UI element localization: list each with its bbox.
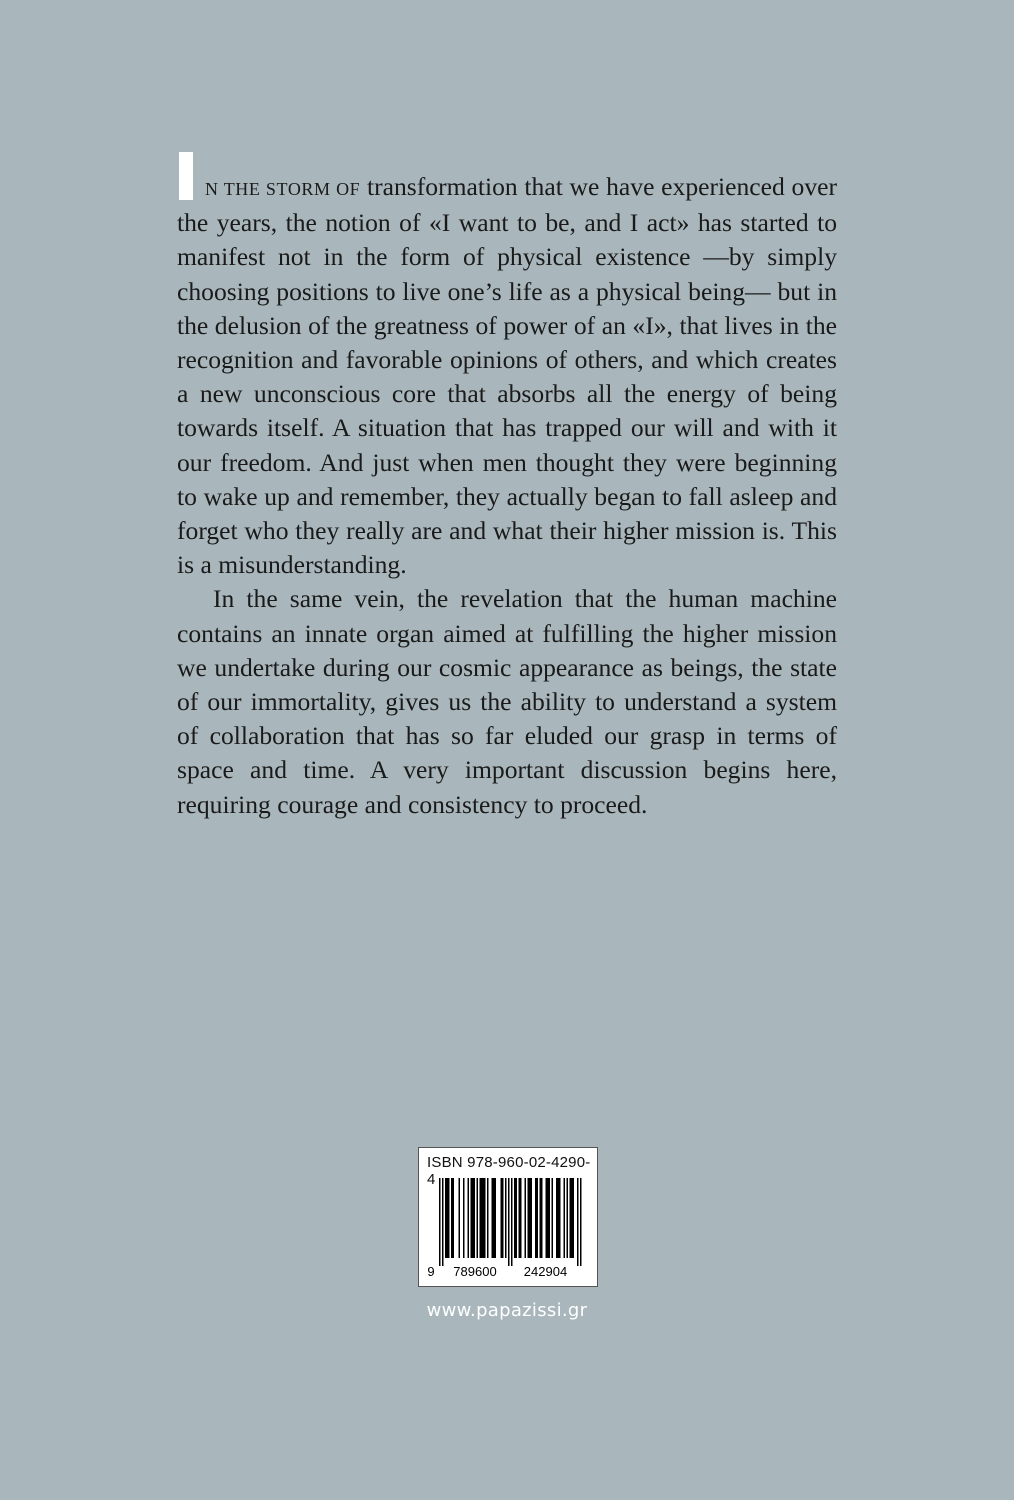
barcode-digits: 789600 — [453, 1264, 497, 1279]
barcode-bar — [447, 1178, 449, 1258]
barcode-bar — [493, 1178, 495, 1258]
paragraph-first-lead: N THE STORM OF — [205, 179, 361, 199]
barcode-bar — [537, 1178, 539, 1258]
barcode-bar — [559, 1178, 561, 1258]
barcode-bar — [571, 1178, 573, 1258]
barcode-bar — [453, 1178, 455, 1258]
barcode-bar — [514, 1178, 516, 1258]
barcode-bar — [459, 1178, 461, 1258]
barcode-bar — [552, 1178, 554, 1258]
barcode-bar — [445, 1178, 447, 1258]
barcode-bar — [448, 1178, 450, 1258]
barcode-bar — [472, 1178, 474, 1258]
barcode-bar — [547, 1178, 549, 1258]
barcode-bar — [505, 1178, 507, 1258]
barcode-bar — [483, 1178, 485, 1258]
paragraph-first-body: transformation that we have experienced over the years, the notion of «I want to be, and I act» has started to manifest not in the form of physical existence —by simply choosing positions to live one’s life as a physical being— but in the delusion of the greatness of power of an «I», that lives in the recognition and favorable opinions of others, and which creates a new unconscious core that absorbs all the energy of being towards itself. A situation that has trapped our will and with it our freedom. And just when men thought they were beginning to wake up and remember, they actually began to fall asleep and forget who they really are and what their higher mission is. This is a misunderstanding. — [177, 172, 837, 580]
drop-cap-bar — [179, 152, 193, 200]
barcode-bar — [546, 1178, 548, 1258]
barcode-bar — [525, 1178, 527, 1258]
barcode-bar — [463, 1178, 465, 1258]
barcode-bar — [520, 1178, 522, 1258]
barcode-bar — [501, 1178, 503, 1258]
barcode-bar — [480, 1178, 482, 1258]
barcode-bar — [471, 1178, 473, 1258]
barcode-digits: 9 — [427, 1264, 435, 1279]
barcode-bar — [516, 1178, 518, 1258]
back-cover-text — [177, 170, 837, 822]
barcode-bar — [580, 1178, 582, 1266]
barcode-bar — [564, 1178, 566, 1258]
barcode-bar — [481, 1178, 483, 1258]
barcode-bar — [468, 1178, 470, 1258]
barcode-bar — [492, 1178, 494, 1258]
barcode-bar — [540, 1178, 542, 1258]
barcode-bar — [487, 1178, 489, 1258]
isbn-barcode-box — [418, 1147, 598, 1287]
barcode-bar — [451, 1178, 453, 1258]
barcode-bar — [502, 1178, 504, 1258]
barcode-bar — [508, 1178, 510, 1266]
barcode-bar — [558, 1178, 560, 1258]
barcode-bar — [511, 1178, 513, 1266]
barcode-bar — [519, 1178, 521, 1258]
barcode-digits: 242904 — [523, 1264, 568, 1279]
barcode-bar — [541, 1178, 543, 1258]
paragraph-second: In the same vein, the revelation that the human machine contains an innate organ aimed at fulfilling the higher mission we undertake during our cosmic appearance as beings, the state of our immortality, gives us the ability to understand a system of collaboration that has so far eluded our grasp in terms of space and time. A very important discussion begins here, requiring courage and consistency to proceed. — [177, 584, 837, 819]
barcode-bar — [474, 1178, 476, 1258]
publisher-website: www.papazissi.gr — [426, 1300, 588, 1321]
barcode-bar — [567, 1178, 569, 1258]
barcode-bar — [528, 1178, 530, 1258]
barcode-bar — [495, 1178, 497, 1258]
barcode-image — [423, 1178, 593, 1282]
barcode-bar — [531, 1178, 533, 1258]
barcode-bar — [535, 1178, 537, 1258]
barcode-bar — [570, 1178, 572, 1258]
isbn-label: ISBN 978-960-02-4290-4 — [427, 1154, 591, 1188]
barcode-bar — [442, 1178, 444, 1266]
barcode-bar — [477, 1178, 479, 1258]
barcode-bar — [439, 1178, 441, 1266]
paragraph-first — [177, 170, 837, 582]
barcode-bar — [549, 1178, 551, 1258]
barcode-bar — [573, 1178, 575, 1258]
barcode-bar — [556, 1178, 558, 1258]
barcode-bar — [484, 1178, 486, 1258]
barcode-bar — [577, 1178, 579, 1266]
barcode-bar — [529, 1178, 531, 1258]
